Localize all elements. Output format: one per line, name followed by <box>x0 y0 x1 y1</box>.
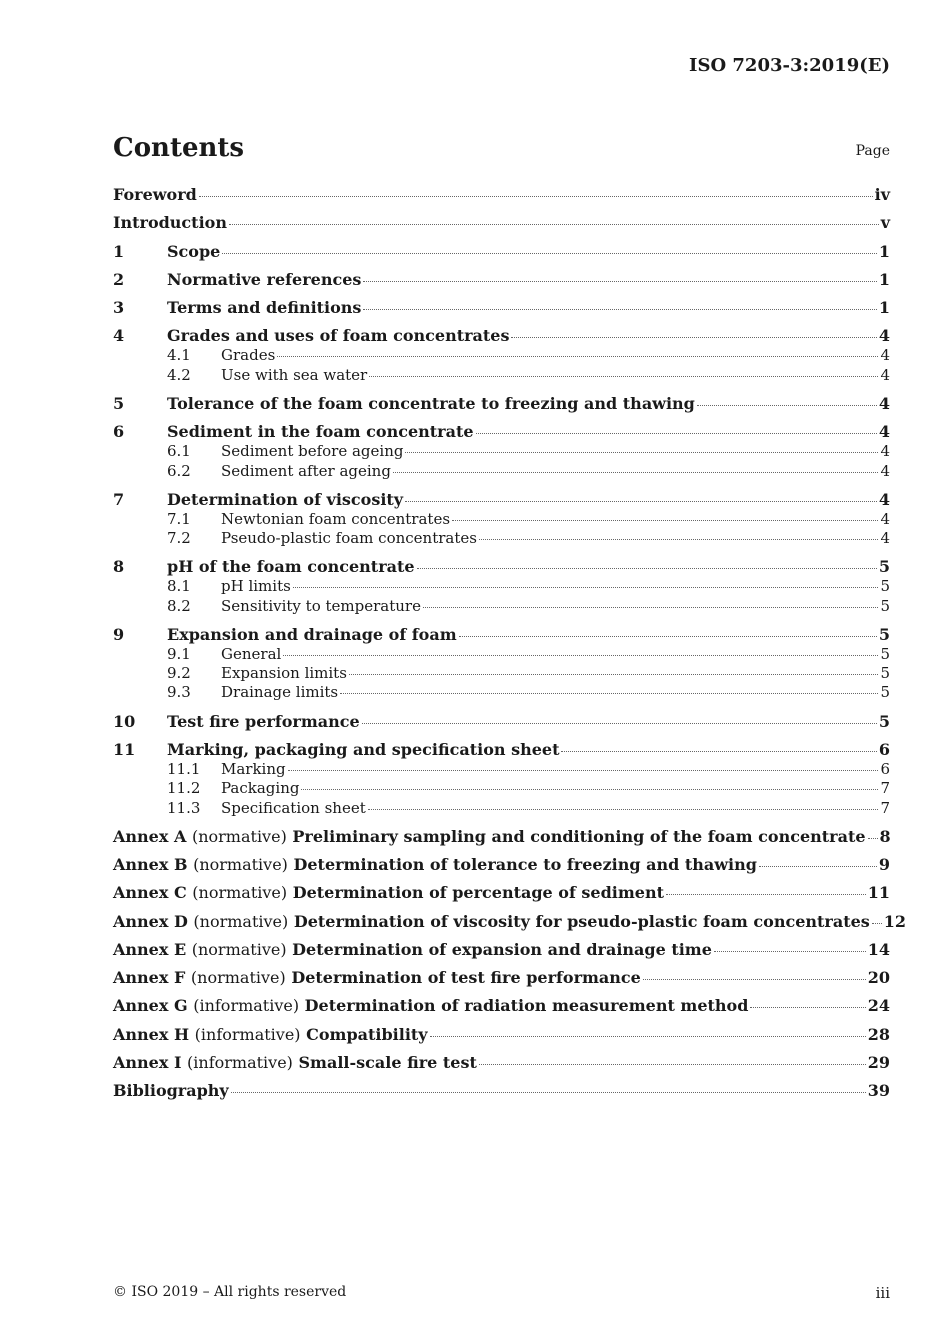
toc-entry-number: 5 <box>113 393 125 413</box>
toc-entry-section-10[interactable] <box>113 712 890 732</box>
toc-entry-page: 5 <box>880 644 890 663</box>
annex-type: (normative) <box>191 939 287 959</box>
toc-entry-number: 9 <box>113 624 125 644</box>
toc-entry-number: 9.1 <box>167 644 191 663</box>
annex-title: Determination of test fire performance <box>291 968 641 988</box>
toc-entry-annex-e[interactable] <box>113 940 890 960</box>
toc-entry-page: v <box>880 213 890 233</box>
dot-leader <box>750 1007 865 1008</box>
toc-entry-section-3[interactable] <box>113 298 890 318</box>
toc-entry-page: 4 <box>878 489 890 509</box>
dot-leader <box>405 501 877 502</box>
dot-leader <box>277 356 878 357</box>
annex-label: Annex G <box>113 996 188 1016</box>
toc-entry-page: 28 <box>867 1024 890 1044</box>
toc-entry-title: Sediment in the foam concentrate <box>167 422 474 442</box>
dot-leader <box>362 723 877 724</box>
dot-leader <box>423 607 878 608</box>
table-of-contents <box>113 185 907 1101</box>
toc-entry-page: 6 <box>878 739 890 759</box>
toc-entry-section-9-2[interactable] <box>113 664 890 683</box>
toc-entry-page: 1 <box>878 269 890 289</box>
dot-leader <box>301 789 878 790</box>
annex-label: Annex C <box>113 883 187 903</box>
toc-entry-section-7-1[interactable] <box>113 510 890 529</box>
toc-entry-annex-a[interactable] <box>113 827 890 847</box>
toc-entry-introduction[interactable] <box>113 213 890 233</box>
annex-label: Annex A <box>113 826 187 846</box>
toc-entry-section-9-3[interactable] <box>113 683 890 702</box>
annex-type: (normative) <box>191 826 287 846</box>
toc-entry-page: 1 <box>878 298 890 318</box>
toc-entry-page: 7 <box>880 779 890 798</box>
dot-leader <box>340 693 878 694</box>
toc-entry-number: 7.2 <box>167 529 191 548</box>
dot-leader <box>363 281 876 282</box>
toc-entry-title: Drainage limits <box>221 683 339 702</box>
toc-entry-section-7[interactable] <box>113 490 890 510</box>
toc-entry-title: Grades and uses of foam concentrates <box>167 326 510 346</box>
toc-entry-section-8[interactable] <box>113 557 890 577</box>
annex-title: Determination of percentage of sediment <box>292 883 664 903</box>
dot-leader <box>561 751 876 752</box>
toc-entry-number: 1 <box>113 241 125 261</box>
toc-entry-title: Foreword <box>113 185 197 204</box>
toc-entry-page: 5 <box>880 596 890 615</box>
dot-leader <box>430 1036 866 1037</box>
dot-leader <box>479 1064 866 1065</box>
toc-entry-page: 1 <box>878 241 890 261</box>
toc-entry-page: iv <box>874 185 890 204</box>
toc-entry-title: Use with sea water <box>221 365 368 384</box>
annex-label: Annex I <box>113 1053 182 1073</box>
contents-title: Contents <box>113 133 245 163</box>
toc-entry-title: Grades <box>221 346 276 365</box>
toc-entry-bibliography[interactable] <box>113 1081 890 1101</box>
dot-leader <box>231 1092 866 1093</box>
toc-entry-section-11-2[interactable] <box>113 779 890 798</box>
toc-entry-number: 6 <box>113 422 125 442</box>
toc-entry-title: Packaging <box>221 779 300 798</box>
toc-entry-section-4-2[interactable] <box>113 366 890 385</box>
toc-entry-title <box>113 1053 477 1073</box>
toc-entry-title: Bibliography <box>113 1081 229 1101</box>
toc-entry-page: 5 <box>878 711 890 731</box>
dot-leader <box>666 894 866 895</box>
dot-leader <box>393 472 879 473</box>
toc-entry-title <box>113 912 870 932</box>
toc-entry-section-9-1[interactable] <box>113 645 890 664</box>
toc-entry-annex-h[interactable] <box>113 1025 890 1045</box>
annex-type: (normative) <box>192 883 288 903</box>
toc-entry-page: 5 <box>880 683 890 702</box>
toc-entry-title <box>113 968 641 988</box>
toc-entry-title: Sediment after ageing <box>221 461 391 480</box>
toc-entry-title: Terms and definitions <box>167 298 362 318</box>
toc-entry-section-8-1[interactable] <box>113 577 890 596</box>
dot-leader <box>868 838 878 839</box>
toc-entry-number: 4 <box>113 326 125 346</box>
toc-entry-title: Sensitivity to temperature <box>221 596 421 615</box>
toc-entry-section-6-2[interactable] <box>113 462 890 481</box>
dot-leader <box>349 674 879 675</box>
toc-entry-title: pH of the foam concentrate <box>167 557 415 577</box>
toc-entry-section-6[interactable] <box>113 422 890 442</box>
toc-entry-page: 12 <box>883 911 907 931</box>
dot-leader <box>643 979 866 980</box>
toc-entry-title: Tolerance of the foam concentrate to freezing and thawing <box>167 393 695 413</box>
toc-entry-title: General <box>221 644 282 663</box>
annex-title: Determination of tolerance to freezing and thawing <box>293 854 757 874</box>
document-code: ISO 7203-3:2019(E) <box>689 55 890 76</box>
toc-entry-title <box>113 940 712 960</box>
toc-entry-title: Pseudo-plastic foam concentrates <box>221 529 477 548</box>
toc-entry-title: Marking <box>221 759 286 778</box>
toc-entry-number: 11 <box>113 739 136 759</box>
toc-entry-page: 4 <box>880 442 890 461</box>
toc-entry-title: pH limits <box>221 577 291 596</box>
page-number: iii <box>875 1284 890 1302</box>
toc-entry-title: Normative references <box>167 269 362 289</box>
toc-entry-number: 4.1 <box>167 346 191 365</box>
toc-entry-section-6-1[interactable] <box>113 442 890 461</box>
dot-leader <box>759 866 877 867</box>
dot-leader <box>369 376 878 377</box>
annex-type: (informative) <box>193 996 300 1016</box>
toc-entry-number: 6.1 <box>167 442 191 461</box>
toc-entry-page: 5 <box>878 557 890 577</box>
toc-entry-title: Specification sheet <box>221 798 366 817</box>
toc-entry-page: 14 <box>867 939 890 959</box>
annex-title: Small-scale fire test <box>298 1053 477 1073</box>
dot-leader <box>697 405 877 406</box>
annex-title: Determination of viscosity for pseudo-plastic foam concentrates <box>293 911 870 931</box>
dot-leader <box>288 770 879 771</box>
dot-leader <box>459 636 877 637</box>
toc-entry-section-11-3[interactable] <box>113 799 890 818</box>
annex-label: Annex D <box>113 911 188 931</box>
toc-entry-annex-f[interactable] <box>113 968 890 988</box>
toc-entry-number: 11.2 <box>167 779 201 798</box>
annex-title: Compatibility <box>306 1024 428 1044</box>
copyright-notice: © ISO 2019 – All rights reserved <box>113 1284 347 1300</box>
toc-entry-number: 11.1 <box>167 759 201 778</box>
dot-leader <box>293 587 879 588</box>
toc-entry-section-8-2[interactable] <box>113 597 890 616</box>
dot-leader <box>417 568 877 569</box>
contents-header <box>113 133 890 163</box>
toc-entry-section-9[interactable] <box>113 625 890 645</box>
toc-entry-title: Expansion and drainage of foam <box>167 624 457 644</box>
dot-leader <box>199 196 873 197</box>
toc-entry-annex-c[interactable] <box>113 883 890 903</box>
toc-entry-page: 5 <box>880 664 890 683</box>
toc-entry-page: 5 <box>880 577 890 596</box>
toc-entry-page: 24 <box>867 996 890 1016</box>
toc-entry-number: 6.2 <box>167 461 191 480</box>
toc-entry-page: 39 <box>867 1081 890 1101</box>
toc-entry-page: 8 <box>879 826 891 846</box>
toc-entry-title <box>113 996 748 1016</box>
toc-entry-title: Marking, packaging and specification sheet <box>167 739 560 759</box>
toc-entry-page: 20 <box>867 968 890 988</box>
toc-entry-title: Scope <box>167 241 221 261</box>
dot-leader <box>452 520 878 521</box>
annex-type: (informative) <box>194 1024 301 1044</box>
toc-entry-number: 8 <box>113 557 125 577</box>
toc-entry-foreword[interactable] <box>113 185 890 205</box>
annex-type: (normative) <box>190 968 286 988</box>
toc-entry-number: 9.2 <box>167 664 191 683</box>
toc-entry-number: 2 <box>113 269 125 289</box>
toc-entry-section-5[interactable] <box>113 394 890 414</box>
toc-entry-section-11[interactable] <box>113 740 890 760</box>
toc-entry-page: 4 <box>880 365 890 384</box>
toc-entry-annex-i[interactable] <box>113 1053 890 1073</box>
annex-title: Determination of expansion and drainage time <box>292 939 712 959</box>
toc-entry-title: Expansion limits <box>221 664 347 683</box>
toc-entry-page: 4 <box>878 326 890 346</box>
toc-entry-title <box>113 1025 428 1045</box>
toc-entry-page: 4 <box>880 509 890 528</box>
toc-entry-page: 11 <box>867 883 890 903</box>
toc-entry-annex-g[interactable] <box>113 996 890 1016</box>
toc-entry-page: 9 <box>878 854 890 874</box>
toc-entry-title: Newtonian foam concentrates <box>221 509 451 528</box>
dot-leader <box>476 433 877 434</box>
toc-entry-page: 6 <box>880 759 890 778</box>
toc-entry-title <box>113 883 664 903</box>
annex-label: Annex B <box>113 854 188 874</box>
toc-entry-number: 7.1 <box>167 509 191 528</box>
toc-entry-page: 7 <box>880 798 890 817</box>
dot-leader <box>222 253 877 254</box>
toc-entry-number: 3 <box>113 298 125 318</box>
dot-leader <box>714 951 866 952</box>
toc-entry-title: Introduction <box>113 213 227 233</box>
page-column-label: Page <box>855 143 890 159</box>
toc-entry-number: 10 <box>113 711 136 731</box>
toc-entry-annex-b[interactable] <box>113 855 890 875</box>
toc-entry-page: 5 <box>878 624 890 644</box>
toc-entry-section-4-1[interactable] <box>113 346 890 365</box>
dot-leader <box>479 539 879 540</box>
toc-entry-title: Test fire performance <box>167 711 360 731</box>
annex-title: Determination of radiation measurement method <box>304 996 749 1016</box>
annex-type: (normative) <box>193 854 288 874</box>
annex-label: Annex E <box>113 939 187 959</box>
toc-entry-title: Determination of viscosity <box>167 489 404 509</box>
dot-leader <box>283 655 878 656</box>
toc-entry-number: 4.2 <box>167 365 191 384</box>
toc-entry-page: 4 <box>880 346 890 365</box>
annex-title: Preliminary sampling and conditioning of the foam concentrate <box>292 826 866 846</box>
toc-entry-number: 9.3 <box>167 683 191 702</box>
toc-entry-page: 29 <box>867 1053 890 1073</box>
toc-entry-section-11-1[interactable] <box>113 760 890 779</box>
dot-leader <box>368 809 879 810</box>
toc-entry-title: Sediment before ageing <box>221 442 404 461</box>
toc-entry-page: 4 <box>878 422 890 442</box>
dot-leader <box>229 224 879 225</box>
annex-type: (informative) <box>187 1053 293 1073</box>
annex-label: Annex F <box>113 968 186 988</box>
toc-entry-section-7-2[interactable] <box>113 529 890 548</box>
toc-entry-page: 4 <box>880 529 890 548</box>
dot-leader <box>872 923 882 924</box>
annex-type: (normative) <box>193 911 289 931</box>
toc-entry-title <box>113 827 866 847</box>
dot-leader <box>511 337 876 338</box>
toc-entry-number: 7 <box>113 489 125 509</box>
dot-leader <box>405 452 878 453</box>
toc-entry-number: 8.2 <box>167 596 191 615</box>
toc-entry-annex-d[interactable] <box>113 911 907 932</box>
toc-entry-title <box>113 855 757 875</box>
toc-entry-section-4[interactable] <box>113 326 890 346</box>
annex-label: Annex H <box>113 1024 190 1044</box>
toc-entry-page: 4 <box>878 393 890 413</box>
dot-leader <box>363 309 876 310</box>
toc-entry-page: 4 <box>880 461 890 480</box>
toc-entry-section-1[interactable] <box>113 242 890 262</box>
toc-entry-number: 8.1 <box>167 577 191 596</box>
toc-entry-number: 11.3 <box>167 798 201 817</box>
toc-entry-section-2[interactable] <box>113 270 890 290</box>
